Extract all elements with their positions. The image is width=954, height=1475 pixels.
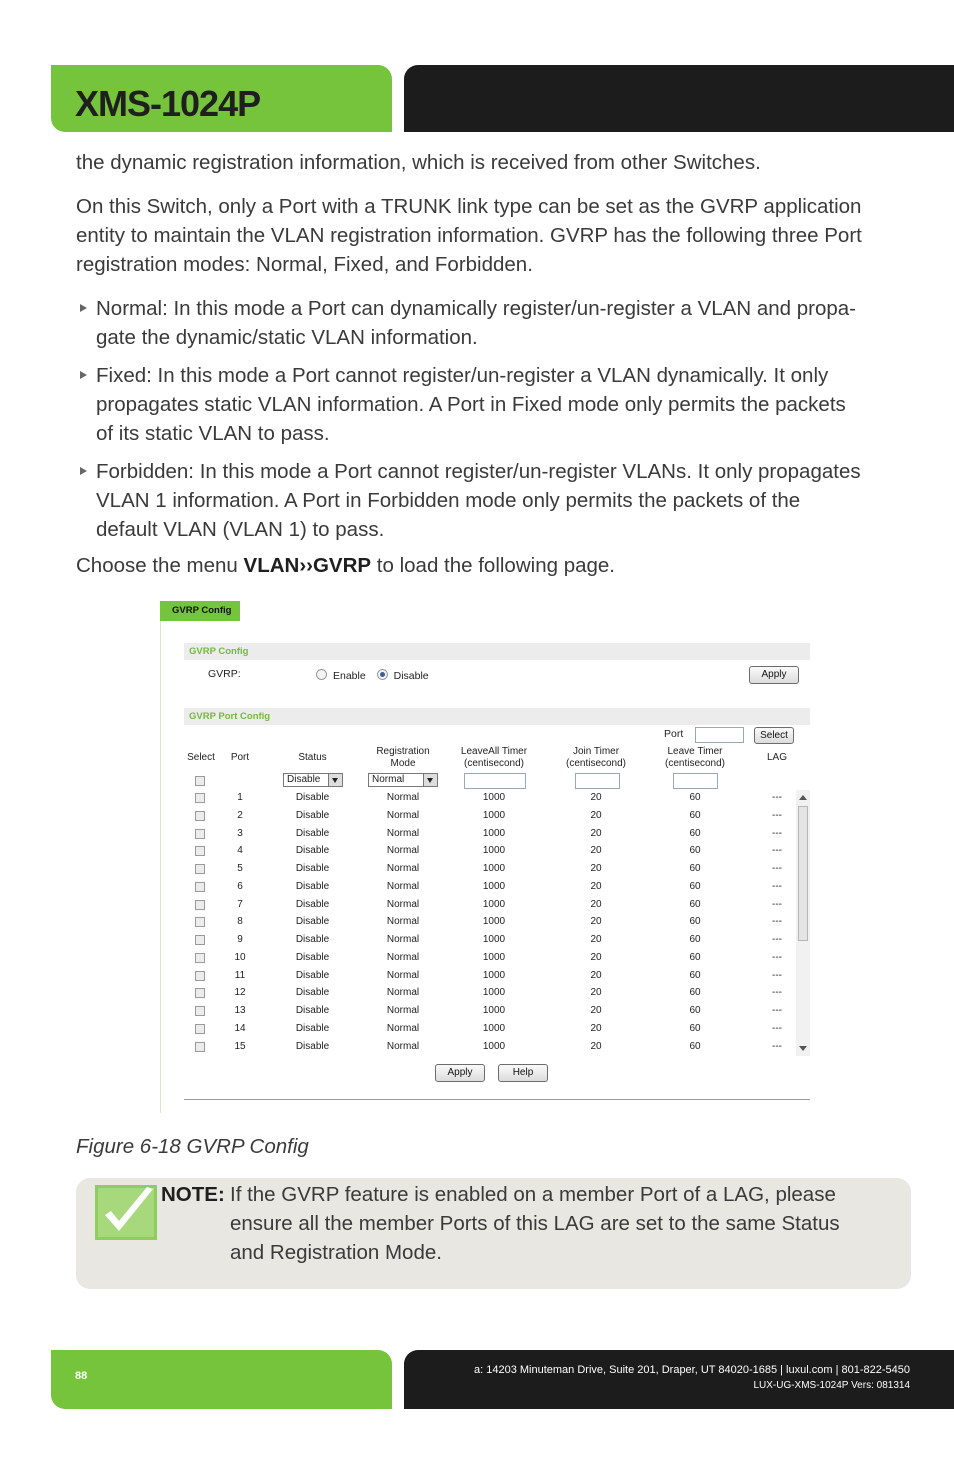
header-line: Join Timer <box>572 746 620 757</box>
cell-join: 20 <box>590 987 602 999</box>
table-row <box>184 985 796 1003</box>
cell-lag: --- <box>772 898 782 910</box>
cell-lag: --- <box>772 951 782 963</box>
cell-leaveall: 1000 <box>482 880 506 892</box>
bullet-text: Forbidden: In this mode a Port cannot register/un-register VLANs. It only propagates <box>96 460 861 483</box>
intro-paragraph-2 <box>76 192 916 279</box>
cell-join: 20 <box>590 863 602 874</box>
scroll-thumb[interactable] <box>798 806 808 941</box>
intro-text-2c: registration modes: Normal, Fixed, and Forbidden. <box>76 253 533 276</box>
intro-text-1: the dynamic registration information, which is received from other Switches. <box>76 151 761 174</box>
table-row <box>184 932 796 950</box>
row-select-checkbox[interactable] <box>195 935 205 945</box>
note-box <box>76 1178 911 1289</box>
port-input[interactable] <box>695 727 744 743</box>
note-line: If the GVRP feature is enabled on a member Port of a LAG, please <box>230 1183 836 1206</box>
cell-status: Disable <box>295 987 330 999</box>
mode-select-value: Normal <box>372 774 405 785</box>
note-text <box>230 1180 890 1267</box>
cell-leave: 60 <box>689 809 701 821</box>
note-line: and Registration Mode. <box>230 1241 442 1264</box>
cell-mode: Normal <box>386 845 420 857</box>
table-row <box>184 1039 796 1057</box>
cell-join: 20 <box>590 880 602 892</box>
figure-left-border <box>160 621 161 1113</box>
cell-leave: 60 <box>689 863 701 874</box>
cell-mode: Normal <box>386 969 420 981</box>
port-table-body <box>184 790 796 1056</box>
row-select-checkbox[interactable] <box>195 811 205 821</box>
cell-mode: Normal <box>386 863 420 874</box>
select-all-checkbox[interactable] <box>195 776 205 786</box>
cell-leaveall: 1000 <box>482 827 506 839</box>
cell-lag: --- <box>772 987 782 999</box>
enable-label: Enable <box>333 670 366 682</box>
table-row <box>184 968 796 986</box>
cell-leave: 60 <box>689 969 701 981</box>
cell-leaveall: 1000 <box>482 1040 506 1052</box>
table-row <box>184 950 796 968</box>
footer-info-bar <box>404 1350 954 1409</box>
cell-status: Disable <box>295 1022 330 1034</box>
chevron-down-icon <box>423 774 437 786</box>
cell-leave: 60 <box>689 987 701 999</box>
row-select-checkbox[interactable] <box>195 900 205 910</box>
bullet-arrow-icon <box>80 467 87 475</box>
cell-status: Disable <box>295 1040 330 1052</box>
table-row <box>184 826 796 844</box>
header-line: (centisecond) <box>664 758 726 769</box>
intro-paragraph-1 <box>76 148 916 177</box>
table-row <box>184 1021 796 1039</box>
bullet-text: default VLAN (VLAN 1) to pass. <box>96 518 385 541</box>
cell-mode: Normal <box>386 792 420 803</box>
cell-join: 20 <box>590 1022 602 1034</box>
chevron-down-icon <box>328 774 342 786</box>
port-select-button[interactable]: Select <box>754 727 794 744</box>
cell-mode: Normal <box>386 1005 420 1016</box>
cell-join: 20 <box>590 969 602 981</box>
cell-leaveall: 1000 <box>482 809 506 821</box>
cell-leave: 60 <box>689 792 701 803</box>
cell-leave: 60 <box>689 1040 701 1052</box>
scroll-up-icon[interactable] <box>799 795 807 800</box>
cell-port: 4 <box>237 845 243 857</box>
cell-leave: 60 <box>689 845 701 857</box>
cell-status: Disable <box>295 863 330 874</box>
cell-lag: --- <box>772 916 782 928</box>
intro-text-2b: entity to maintain the VLAN registration information. GVRP has the following three Port <box>76 224 862 247</box>
bullet-text: of its static VLAN to pass. <box>96 422 330 445</box>
cell-port: 15 <box>234 1040 246 1052</box>
page-number: 88 <box>75 1370 88 1382</box>
row-select-checkbox[interactable] <box>195 917 205 927</box>
cell-status: Disable <box>295 809 330 821</box>
menu-path: VLAN››GVRP <box>243 554 372 577</box>
row-select-checkbox[interactable] <box>195 1042 205 1052</box>
gvrp-port-config-section-title: GVRP Port Config <box>184 708 810 725</box>
cell-mode: Normal <box>386 916 420 928</box>
enable-radio[interactable] <box>316 669 327 680</box>
mode-bullet-list <box>76 294 916 553</box>
cell-lag: --- <box>772 827 782 839</box>
col-header-registration-mode <box>360 746 446 770</box>
cell-port: 13 <box>234 1005 246 1016</box>
cell-leaveall: 1000 <box>482 1022 506 1034</box>
leave-timer-input[interactable] <box>673 773 718 789</box>
cell-join: 20 <box>590 1005 602 1016</box>
cell-join: 20 <box>590 809 602 821</box>
status-select[interactable] <box>283 773 343 787</box>
cell-leave: 60 <box>689 827 701 839</box>
table-row <box>184 1003 796 1021</box>
cell-join: 20 <box>590 916 602 928</box>
col-header-join-timer <box>550 746 642 770</box>
header-title-bar <box>51 65 392 132</box>
status-select-value: Disable <box>287 774 321 785</box>
cell-port: 2 <box>237 809 243 821</box>
cell-port: 3 <box>237 827 243 839</box>
cell-leave: 60 <box>689 898 701 910</box>
cell-join: 20 <box>590 827 602 839</box>
cell-leaveall: 1000 <box>482 934 506 945</box>
menu-text-after: to load the following page. <box>371 554 615 577</box>
bullet-normal <box>76 294 916 352</box>
footer-address: a: 14203 Minuteman Drive, Suite 201, Draper, UT 84020-1685 | luxul.com | 801-822-5450 <box>474 1364 910 1376</box>
table-row <box>184 879 796 897</box>
cell-lag: --- <box>772 1022 782 1034</box>
cell-lag: --- <box>772 969 782 981</box>
tab-gvrp-config[interactable]: GVRP Config <box>160 601 240 621</box>
table-row <box>184 808 796 826</box>
header-line: Registration <box>376 746 430 757</box>
cell-leaveall: 1000 <box>482 1005 506 1016</box>
cell-status: Disable <box>295 827 330 839</box>
port-label: Port <box>664 728 684 740</box>
cell-port: 9 <box>237 934 243 945</box>
cell-port: 5 <box>237 863 243 874</box>
note-label: NOTE: <box>161 1183 225 1206</box>
disable-radio[interactable] <box>377 669 388 680</box>
cell-mode: Normal <box>386 1040 420 1052</box>
table-row <box>184 843 796 861</box>
menu-text-before: Choose the menu <box>76 554 244 577</box>
table-row <box>184 897 796 915</box>
footer-page-bar <box>51 1350 392 1409</box>
cell-leave: 60 <box>689 934 701 945</box>
header-line: Mode <box>390 758 416 769</box>
cell-leave: 60 <box>689 951 701 963</box>
cell-mode: Normal <box>386 987 420 999</box>
col-header-port: Port <box>230 752 250 763</box>
intro-text-2a: On this Switch, only a Port with a TRUNK link type can be set as the GVRP application <box>76 195 862 218</box>
header-line: Leave Timer <box>667 746 723 757</box>
cell-leave: 60 <box>689 916 701 928</box>
cell-join: 20 <box>590 898 602 910</box>
bullet-text: propagates static VLAN information. A Port in Fixed mode only permits the packets <box>96 393 846 416</box>
table-row <box>184 790 796 808</box>
cell-leaveall: 1000 <box>482 916 506 928</box>
row-select-checkbox[interactable] <box>195 953 205 963</box>
cell-status: Disable <box>295 951 330 963</box>
cell-lag: --- <box>772 792 782 803</box>
bullet-forbidden <box>76 457 916 544</box>
header-line: (centisecond) <box>463 758 525 769</box>
cell-join: 20 <box>590 792 602 803</box>
row-select-checkbox[interactable] <box>195 829 205 839</box>
cell-leaveall: 1000 <box>482 969 506 981</box>
cell-mode: Normal <box>386 809 420 821</box>
col-header-leave-timer <box>649 746 741 770</box>
cell-mode: Normal <box>386 934 420 945</box>
cell-status: Disable <box>295 792 330 803</box>
cell-join: 20 <box>590 951 602 963</box>
header-title: XMS-1024P <box>75 83 261 124</box>
cell-lag: --- <box>772 863 782 874</box>
cell-port: 6 <box>237 880 243 892</box>
mode-select[interactable] <box>368 773 438 787</box>
cell-join: 20 <box>590 845 602 857</box>
row-select-checkbox[interactable] <box>195 882 205 892</box>
figure-caption: Figure 6-18 GVRP Config <box>76 1135 309 1158</box>
row-select-checkbox[interactable] <box>195 988 205 998</box>
cell-leaveall: 1000 <box>482 987 506 999</box>
row-select-checkbox[interactable] <box>195 864 205 874</box>
cell-leaveall: 1000 <box>482 863 506 874</box>
header-line: (centisecond) <box>565 758 627 769</box>
cell-mode: Normal <box>386 1022 420 1034</box>
header-line: LeaveAll Timer <box>460 746 528 757</box>
bullet-text: Fixed: In this mode a Port cannot register/un-register a VLAN dynamically. It only <box>96 364 829 387</box>
gvrp-config-section-title: GVRP Config <box>184 643 810 660</box>
row-select-checkbox[interactable] <box>195 793 205 803</box>
cell-lag: --- <box>772 809 782 821</box>
help-button[interactable]: Help <box>498 1064 548 1082</box>
cell-leaveall: 1000 <box>482 845 506 857</box>
table-scrollbar[interactable] <box>796 790 810 1056</box>
cell-lag: --- <box>772 934 782 945</box>
cell-join: 20 <box>590 934 602 945</box>
bullet-arrow-icon <box>80 371 87 379</box>
cell-mode: Normal <box>386 827 420 839</box>
footer-doc-id: LUX-UG-XMS-1024P Vers: 081314 <box>753 1380 910 1391</box>
cell-mode: Normal <box>386 880 420 892</box>
cell-status: Disable <box>295 916 330 928</box>
cell-port: 8 <box>237 916 243 928</box>
gvrp-config-figure <box>160 601 812 1116</box>
cell-mode: Normal <box>386 951 420 963</box>
cell-lag: --- <box>772 1040 782 1052</box>
cell-port: 7 <box>237 898 243 910</box>
cell-status: Disable <box>295 880 330 892</box>
cell-status: Disable <box>295 934 330 945</box>
table-row <box>184 861 796 879</box>
figure-divider <box>184 1099 810 1100</box>
cell-join: 20 <box>590 1040 602 1052</box>
col-header-select: Select <box>187 752 215 763</box>
cell-leave: 60 <box>689 1022 701 1034</box>
col-header-status: Status <box>298 752 327 763</box>
gvrp-apply-button[interactable]: Apply <box>749 666 799 684</box>
cell-lag: --- <box>772 1005 782 1016</box>
cell-status: Disable <box>295 1005 330 1016</box>
leaveall-timer-input[interactable] <box>464 773 526 789</box>
cell-status: Disable <box>295 898 330 910</box>
bullet-text: Normal: In this mode a Port can dynamically register/un-register a VLAN and propa- <box>96 297 856 320</box>
cell-mode: Normal <box>386 898 420 910</box>
checkmark-icon <box>95 1185 157 1240</box>
row-select-checkbox[interactable] <box>195 1006 205 1016</box>
row-select-checkbox[interactable] <box>195 846 205 856</box>
cell-status: Disable <box>295 969 330 981</box>
cell-leaveall: 1000 <box>482 898 506 910</box>
cell-lag: --- <box>772 880 782 892</box>
scroll-down-icon[interactable] <box>799 1046 807 1051</box>
cell-port: 10 <box>234 951 246 963</box>
col-header-leaveall-timer <box>448 746 540 770</box>
cell-port: 14 <box>234 1022 246 1034</box>
cell-port: 11 <box>234 969 246 981</box>
bullet-text: VLAN 1 information. A Port in Forbidden mode only permits the packets of the <box>96 489 801 512</box>
cell-leave: 60 <box>689 1005 701 1016</box>
menu-instruction <box>76 551 615 580</box>
row-select-checkbox[interactable] <box>195 971 205 981</box>
join-timer-input[interactable] <box>575 773 620 789</box>
cell-leave: 60 <box>689 880 701 892</box>
note-line: ensure all the member Ports of this LAG are set to the same Status <box>230 1212 840 1235</box>
cell-leaveall: 1000 <box>482 792 506 803</box>
port-apply-button[interactable]: Apply <box>435 1064 485 1082</box>
bullet-text: gate the dynamic/static VLAN information. <box>96 326 478 349</box>
disable-label: Disable <box>393 670 429 682</box>
bullet-fixed <box>76 361 916 448</box>
header-dark-bar <box>404 65 954 132</box>
cell-port: 12 <box>234 987 246 999</box>
bullet-arrow-icon <box>80 304 87 312</box>
cell-leaveall: 1000 <box>482 951 506 963</box>
gvrp-radio-group <box>316 669 429 682</box>
cell-lag: --- <box>772 845 782 857</box>
row-select-checkbox[interactable] <box>195 1024 205 1034</box>
cell-status: Disable <box>295 845 330 857</box>
col-header-lag: LAG <box>766 752 787 763</box>
table-row <box>184 914 796 932</box>
cell-port: 1 <box>237 792 243 803</box>
gvrp-label: GVRP: <box>208 668 241 680</box>
